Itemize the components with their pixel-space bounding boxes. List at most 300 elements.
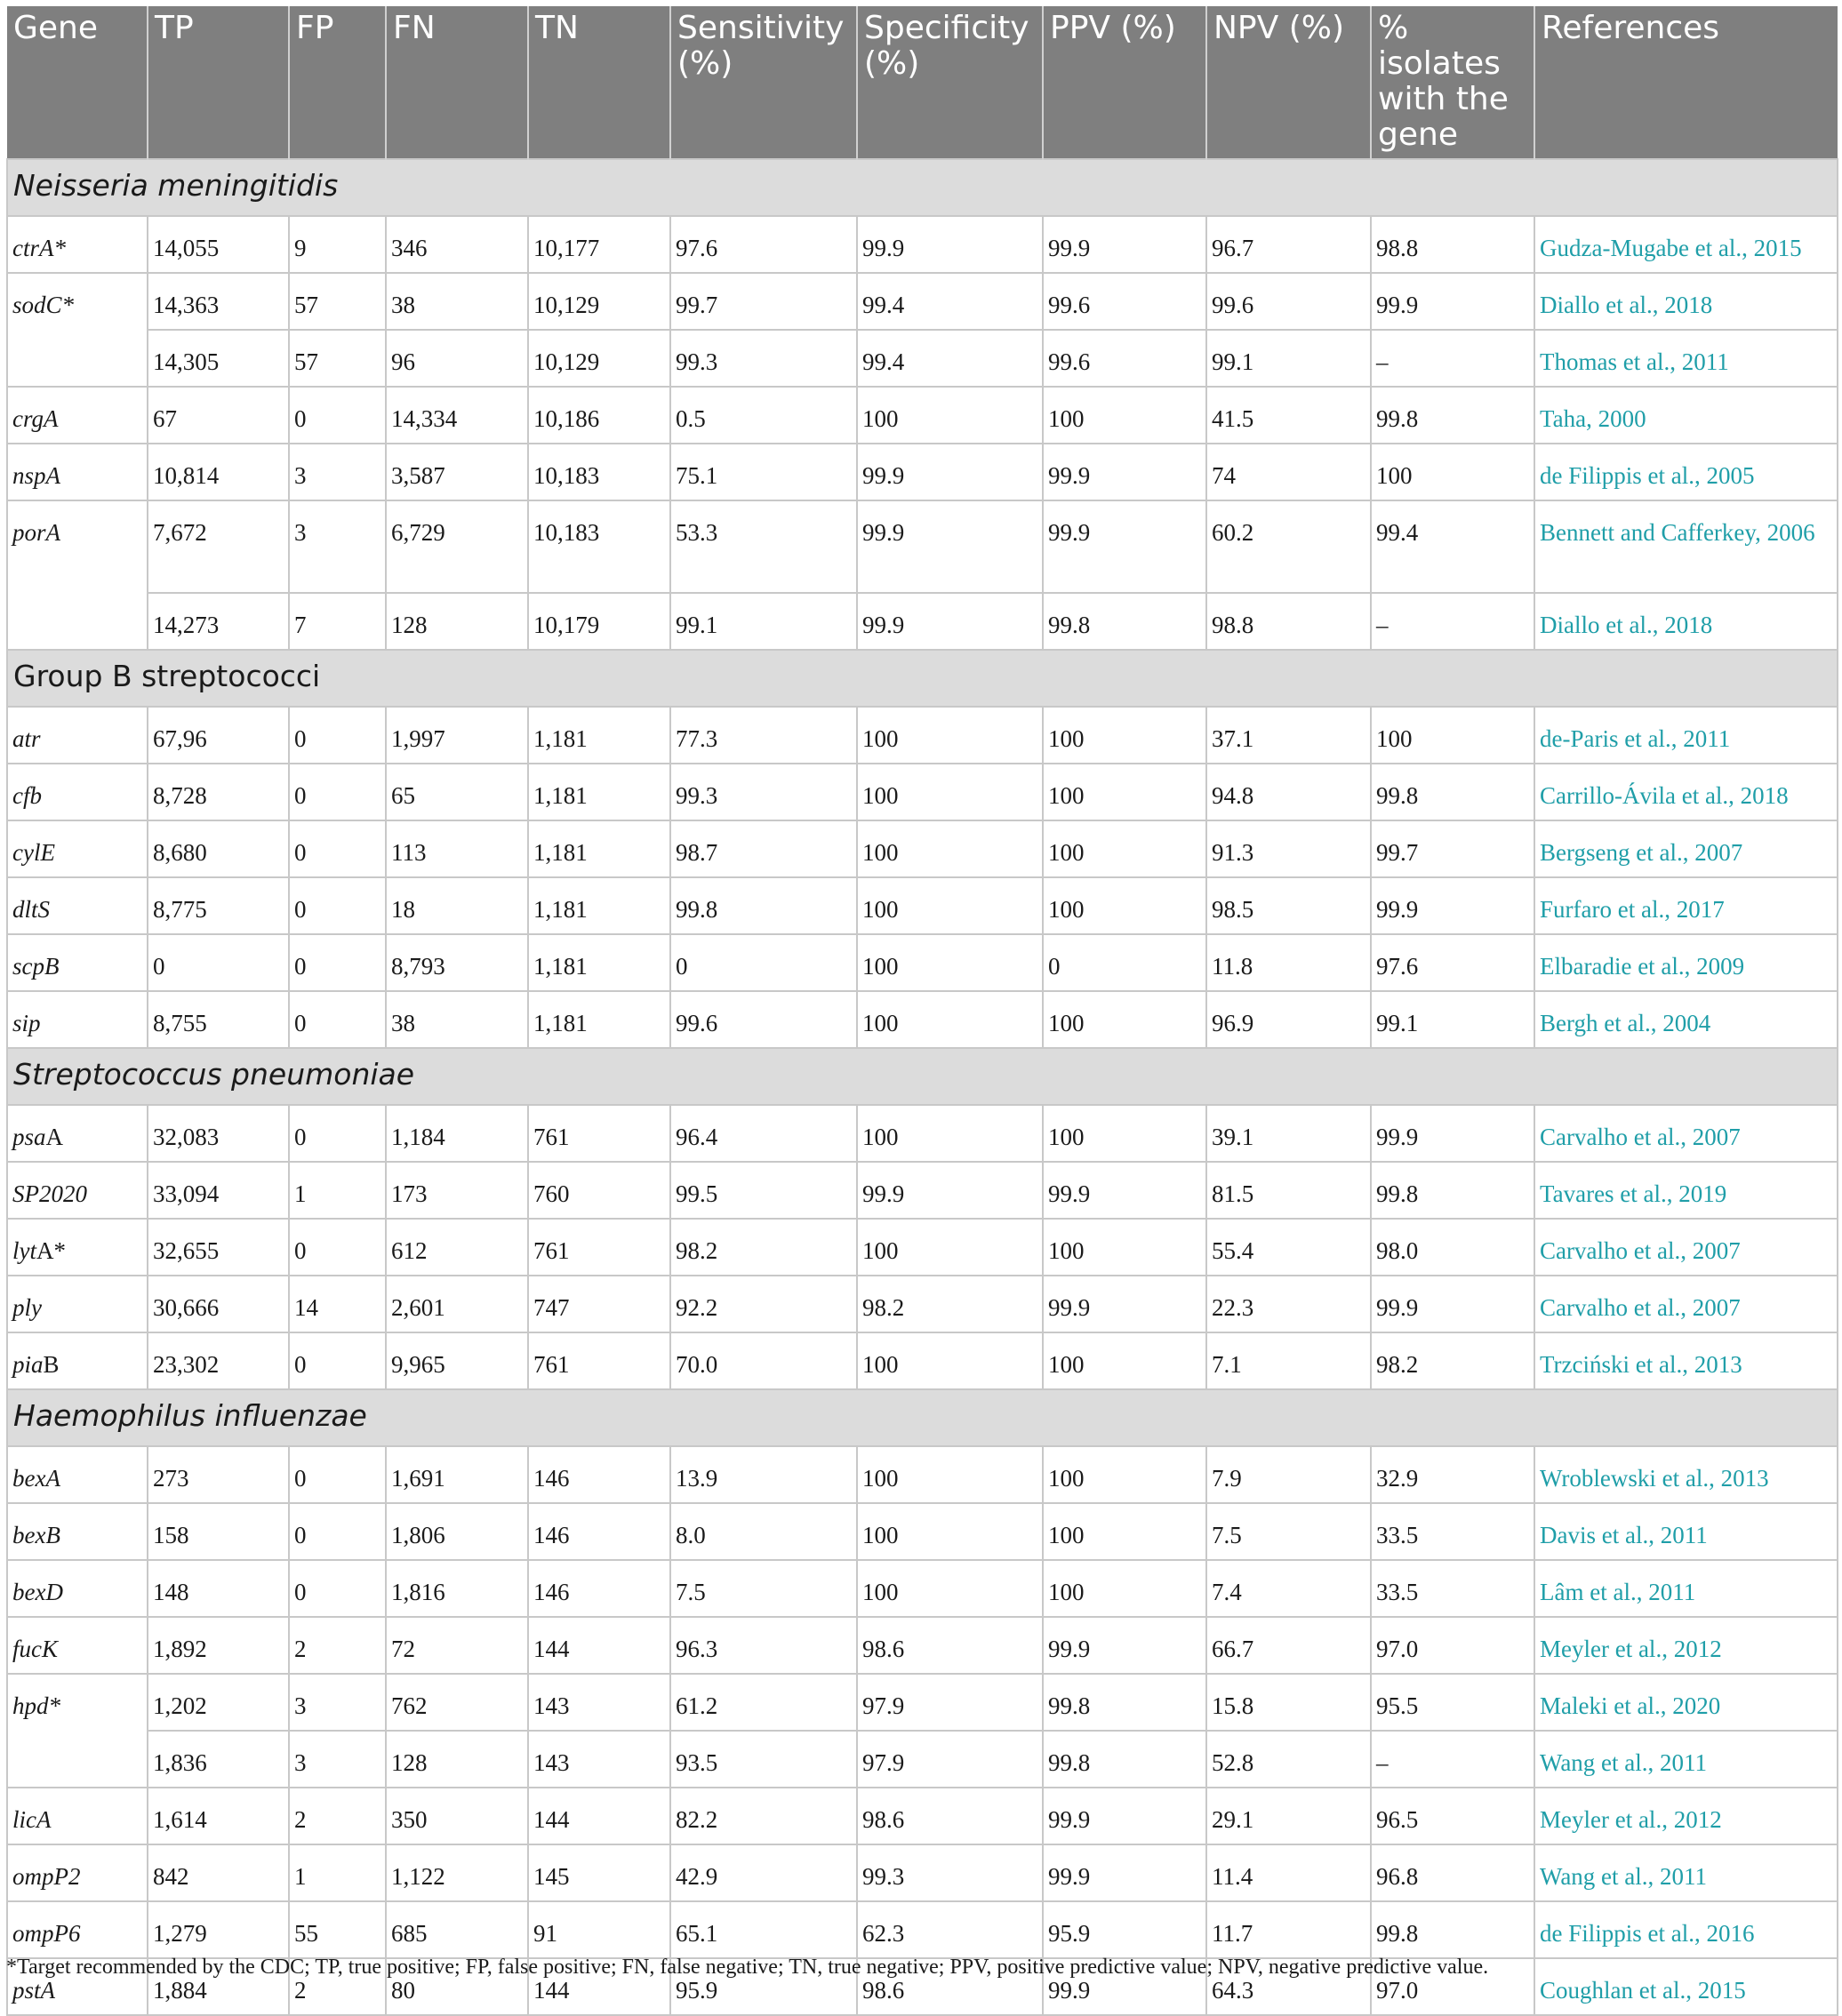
fn-cell: 6,729 — [386, 500, 528, 593]
fn-cell: 38 — [386, 273, 528, 330]
npv-cell: 15.8 — [1206, 1674, 1371, 1731]
spec-cell: 99.9 — [857, 593, 1043, 650]
tn-cell: 146 — [528, 1560, 670, 1617]
gene-name: cfb — [12, 782, 42, 809]
reference-link[interactable]: Lâm et al., 2011 — [1534, 1560, 1838, 1617]
col-header-isolates: % isolates with the gene — [1371, 6, 1534, 159]
iso-cell: 99.8 — [1371, 387, 1534, 444]
iso-cell: 97.0 — [1371, 1617, 1534, 1674]
gene-cell — [7, 500, 148, 593]
ppv-cell: 99.9 — [1043, 1958, 1206, 2015]
spec-cell: 100 — [857, 1503, 1043, 1560]
iso-cell: – — [1371, 1731, 1534, 1788]
spec-cell: 98.6 — [857, 1958, 1043, 2015]
fn-cell: 9,965 — [386, 1332, 528, 1389]
tp-cell: 8,755 — [148, 991, 289, 1048]
table-row — [7, 1446, 1838, 1503]
gene-cell — [7, 1276, 148, 1332]
spec-cell: 99.4 — [857, 330, 1043, 387]
npv-cell: 66.7 — [1206, 1617, 1371, 1674]
table-row — [7, 764, 1838, 820]
spec-cell: 99.9 — [857, 1162, 1043, 1219]
fp-cell: 3 — [289, 1674, 386, 1731]
table-row — [7, 1276, 1838, 1332]
tp-cell: 14,363 — [148, 273, 289, 330]
npv-cell: 7.4 — [1206, 1560, 1371, 1617]
iso-cell: 99.7 — [1371, 820, 1534, 877]
table-row — [7, 1617, 1838, 1674]
col-header-sensitivity: Sensitivity (%) — [670, 6, 857, 159]
spec-cell: 98.2 — [857, 1276, 1043, 1332]
iso-cell: 98.8 — [1371, 216, 1534, 273]
reference-link[interactable]: Meyler et al., 2012 — [1534, 1788, 1838, 1844]
spec-cell: 100 — [857, 1560, 1043, 1617]
npv-cell: 7.9 — [1206, 1446, 1371, 1503]
gene-name: crgA — [12, 405, 59, 432]
spec-cell: 100 — [857, 1219, 1043, 1276]
iso-cell: 99.8 — [1371, 1901, 1534, 1958]
tp-cell: 1,202 — [148, 1674, 289, 1731]
section-title: Group B streptococci — [7, 650, 1838, 707]
spec-cell: 100 — [857, 820, 1043, 877]
iso-cell: 99.4 — [1371, 500, 1534, 593]
sens-cell: 98.7 — [670, 820, 857, 877]
iso-cell: 99.8 — [1371, 1162, 1534, 1219]
spec-cell: 100 — [857, 1105, 1043, 1162]
section-header-row — [7, 1389, 1838, 1446]
fn-cell: 128 — [386, 1731, 528, 1788]
sens-cell: 7.5 — [670, 1560, 857, 1617]
sens-cell: 99.6 — [670, 991, 857, 1048]
ppv-cell: 99.9 — [1043, 500, 1206, 593]
sens-cell: 8.0 — [670, 1503, 857, 1560]
gene-suffix: A* — [36, 1237, 66, 1264]
iso-cell: 100 — [1371, 707, 1534, 764]
tn-cell: 146 — [528, 1446, 670, 1503]
tn-cell: 144 — [528, 1617, 670, 1674]
reference-link[interactable]: Diallo et al., 2018 — [1534, 273, 1838, 330]
npv-cell: 11.4 — [1206, 1844, 1371, 1901]
tn-cell: 10,129 — [528, 273, 670, 330]
table-row — [7, 1219, 1838, 1276]
header-row — [7, 6, 1838, 159]
tp-cell: 30,666 — [148, 1276, 289, 1332]
ppv-cell: 99.6 — [1043, 273, 1206, 330]
gene-cell — [7, 1162, 148, 1219]
npv-cell: 74 — [1206, 444, 1371, 500]
spec-cell: 97.9 — [857, 1674, 1043, 1731]
gene-cell — [7, 1219, 148, 1276]
fp-cell: 3 — [289, 444, 386, 500]
sens-cell: 96.3 — [670, 1617, 857, 1674]
col-header-tp: TP — [148, 6, 289, 159]
spec-cell: 100 — [857, 707, 1043, 764]
npv-cell: 7.1 — [1206, 1332, 1371, 1389]
fn-cell: 1,816 — [386, 1560, 528, 1617]
tp-cell: 67 — [148, 387, 289, 444]
tp-cell: 158 — [148, 1503, 289, 1560]
fp-cell: 0 — [289, 1503, 386, 1560]
ppv-cell: 99.9 — [1043, 1276, 1206, 1332]
reference-link[interactable]: Carvalho et al., 2007 — [1534, 1105, 1838, 1162]
sens-cell: 70.0 — [670, 1332, 857, 1389]
table-row — [7, 1560, 1838, 1617]
fn-cell: 1,691 — [386, 1446, 528, 1503]
spec-cell: 99.9 — [857, 216, 1043, 273]
reference-link[interactable]: Wroblewski et al., 2013 — [1534, 1446, 1838, 1503]
reference-link[interactable]: Gudza-Mugabe et al., 2015 — [1534, 216, 1838, 273]
fn-cell: 128 — [386, 593, 528, 650]
reference-link[interactable]: Diallo et al., 2018 — [1534, 593, 1838, 650]
reference-link[interactable]: Meyler et al., 2012 — [1534, 1617, 1838, 1674]
ppv-cell: 99.8 — [1043, 1731, 1206, 1788]
fp-cell: 0 — [289, 1219, 386, 1276]
table-row — [7, 877, 1838, 934]
gene-name: ompP6 — [12, 1920, 81, 1947]
gene-name: fucK — [12, 1636, 58, 1662]
gene-cell — [7, 1788, 148, 1844]
tp-cell: 8,775 — [148, 877, 289, 934]
tp-cell: 1,884 — [148, 1958, 289, 2015]
col-header-fp: FP — [289, 6, 386, 159]
fn-cell: 762 — [386, 1674, 528, 1731]
reference-link[interactable]: de-Paris et al., 2011 — [1534, 707, 1838, 764]
gene-cell — [7, 444, 148, 500]
npv-cell: 91.3 — [1206, 820, 1371, 877]
gene-name: pia — [12, 1351, 44, 1378]
iso-cell: 99.8 — [1371, 764, 1534, 820]
sens-cell: 99.8 — [670, 877, 857, 934]
tp-cell: 842 — [148, 1844, 289, 1901]
sens-cell: 93.5 — [670, 1731, 857, 1788]
fp-cell: 9 — [289, 216, 386, 273]
reference-link[interactable]: Maleki et al., 2020 — [1534, 1674, 1838, 1731]
tn-cell: 1,181 — [528, 707, 670, 764]
ppv-cell: 99.9 — [1043, 1162, 1206, 1219]
gene-name: ctrA* — [12, 235, 66, 261]
sens-cell: 99.5 — [670, 1162, 857, 1219]
fp-cell: 55 — [289, 1901, 386, 1958]
spec-cell: 99.3 — [857, 1844, 1043, 1901]
gene-cell — [7, 820, 148, 877]
reference-link[interactable]: Bergh et al., 2004 — [1534, 991, 1838, 1048]
tp-cell: 14,305 — [148, 330, 289, 387]
tp-cell: 14,055 — [148, 216, 289, 273]
sens-cell: 82.2 — [670, 1788, 857, 1844]
spec-cell: 99.9 — [857, 500, 1043, 593]
ppv-cell: 100 — [1043, 707, 1206, 764]
ppv-cell: 99.9 — [1043, 1844, 1206, 1901]
reference-link[interactable]: Carvalho et al., 2007 — [1534, 1219, 1838, 1276]
tn-cell: 91 — [528, 1901, 670, 1958]
fp-cell: 0 — [289, 934, 386, 991]
col-header-ppv: PPV (%) — [1043, 6, 1206, 159]
gene-name: nspA — [12, 462, 60, 489]
gene-name: ompP2 — [12, 1863, 81, 1890]
tn-cell: 1,181 — [528, 764, 670, 820]
npv-cell: 98.8 — [1206, 593, 1371, 650]
ppv-cell: 100 — [1043, 1560, 1206, 1617]
npv-cell: 98.5 — [1206, 877, 1371, 934]
fp-cell: 0 — [289, 1332, 386, 1389]
fp-cell: 14 — [289, 1276, 386, 1332]
ppv-cell: 100 — [1043, 820, 1206, 877]
tn-cell: 1,181 — [528, 877, 670, 934]
tp-cell: 67,96 — [148, 707, 289, 764]
npv-cell: 11.7 — [1206, 1901, 1371, 1958]
fp-cell: 0 — [289, 387, 386, 444]
sens-cell: 61.2 — [670, 1674, 857, 1731]
fn-cell: 1,997 — [386, 707, 528, 764]
ppv-cell: 100 — [1043, 877, 1206, 934]
spec-cell: 100 — [857, 991, 1043, 1048]
fn-cell: 72 — [386, 1617, 528, 1674]
ppv-cell: 100 — [1043, 1332, 1206, 1389]
fn-cell: 350 — [386, 1788, 528, 1844]
npv-cell: 39.1 — [1206, 1105, 1371, 1162]
fn-cell: 1,806 — [386, 1503, 528, 1560]
tn-cell: 761 — [528, 1219, 670, 1276]
fn-cell: 80 — [386, 1958, 528, 2015]
npv-cell: 96.9 — [1206, 991, 1371, 1048]
fn-cell: 3,587 — [386, 444, 528, 500]
iso-cell: 99.9 — [1371, 877, 1534, 934]
fp-cell: 2 — [289, 1958, 386, 2015]
fp-cell: 57 — [289, 273, 386, 330]
table-row — [7, 1901, 1838, 1958]
table-row — [7, 330, 1838, 387]
reference-link[interactable]: Taha, 2000 — [1534, 387, 1838, 444]
npv-cell: 11.8 — [1206, 934, 1371, 991]
iso-cell: 100 — [1371, 444, 1534, 500]
sens-cell: 53.3 — [670, 500, 857, 593]
tn-cell: 1,181 — [528, 991, 670, 1048]
iso-cell: 33.5 — [1371, 1503, 1534, 1560]
spec-cell: 100 — [857, 934, 1043, 991]
gene-cell — [7, 1503, 148, 1560]
table-row — [7, 991, 1838, 1048]
npv-cell: 64.3 — [1206, 1958, 1371, 2015]
fn-cell: 1,122 — [386, 1844, 528, 1901]
reference-link[interactable]: Thomas et al., 2011 — [1534, 330, 1838, 387]
gene-cell — [7, 1446, 148, 1503]
npv-cell: 22.3 — [1206, 1276, 1371, 1332]
tn-cell: 143 — [528, 1731, 670, 1788]
gene-name: hpd* — [12, 1692, 60, 1719]
fp-cell: 57 — [289, 330, 386, 387]
reference-link[interactable]: Trzciński et al., 2013 — [1534, 1332, 1838, 1389]
sens-cell: 13.9 — [670, 1446, 857, 1503]
tp-cell: 32,655 — [148, 1219, 289, 1276]
npv-cell: 37.1 — [1206, 707, 1371, 764]
tp-cell: 1,279 — [148, 1901, 289, 1958]
sens-cell: 99.3 — [670, 330, 857, 387]
table-row — [7, 1788, 1838, 1844]
tn-cell: 144 — [528, 1958, 670, 2015]
table-row — [7, 444, 1838, 500]
tn-cell: 144 — [528, 1788, 670, 1844]
reference-link[interactable]: de Filippis et al., 2005 — [1534, 444, 1838, 500]
tp-cell: 7,672 — [148, 500, 289, 593]
tp-cell: 148 — [148, 1560, 289, 1617]
section-header-row — [7, 159, 1838, 216]
col-header-gene: Gene — [7, 6, 148, 159]
reference-link[interactable]: Carrillo-Ávila et al., 2018 — [1534, 764, 1838, 820]
tp-cell: 0 — [148, 934, 289, 991]
reference-link[interactable]: Carvalho et al., 2007 — [1534, 1276, 1838, 1332]
table-row — [7, 1162, 1838, 1219]
fp-cell: 2 — [289, 1617, 386, 1674]
ppv-cell: 100 — [1043, 991, 1206, 1048]
fn-cell: 113 — [386, 820, 528, 877]
npv-cell: 7.5 — [1206, 1503, 1371, 1560]
table-row — [7, 1674, 1838, 1731]
gene-name: pstA — [12, 1977, 56, 2004]
tn-cell: 145 — [528, 1844, 670, 1901]
spec-cell: 62.3 — [857, 1901, 1043, 1958]
col-header-fn: FN — [386, 6, 528, 159]
gene-cell — [7, 330, 148, 387]
reference-link[interactable]: Bennett and Cafferkey, 2006 — [1534, 500, 1838, 593]
fp-cell: 0 — [289, 820, 386, 877]
fn-cell: 14,334 — [386, 387, 528, 444]
reference-link[interactable]: Elbaradie et al., 2009 — [1534, 934, 1838, 991]
ppv-cell: 95.9 — [1043, 1901, 1206, 1958]
gene-suffix: A — [45, 1124, 64, 1150]
npv-cell: 41.5 — [1206, 387, 1371, 444]
sens-cell: 99.1 — [670, 593, 857, 650]
fn-cell: 8,793 — [386, 934, 528, 991]
fp-cell: 0 — [289, 1560, 386, 1617]
iso-cell: – — [1371, 330, 1534, 387]
reference-link[interactable]: Wang et al., 2011 — [1534, 1844, 1838, 1901]
ppv-cell: 100 — [1043, 1105, 1206, 1162]
sens-cell: 99.3 — [670, 764, 857, 820]
iso-cell: 99.9 — [1371, 1105, 1534, 1162]
ppv-cell: 100 — [1043, 1219, 1206, 1276]
reference-link[interactable]: Wang et al., 2011 — [1534, 1731, 1838, 1788]
fp-cell: 3 — [289, 1731, 386, 1788]
gene-cell — [7, 593, 148, 650]
spec-cell: 100 — [857, 1446, 1043, 1503]
fn-cell: 38 — [386, 991, 528, 1048]
iso-cell: 98.2 — [1371, 1332, 1534, 1389]
gene-name: SP2020 — [12, 1180, 87, 1207]
tp-cell: 1,614 — [148, 1788, 289, 1844]
sens-cell: 42.9 — [670, 1844, 857, 1901]
spec-cell: 100 — [857, 764, 1043, 820]
gene-name: ply — [12, 1294, 42, 1321]
spec-cell: 100 — [857, 387, 1043, 444]
npv-cell: 60.2 — [1206, 500, 1371, 593]
fp-cell: 2 — [289, 1788, 386, 1844]
ppv-cell: 100 — [1043, 1503, 1206, 1560]
sens-cell: 98.2 — [670, 1219, 857, 1276]
fn-cell: 2,601 — [386, 1276, 528, 1332]
iso-cell: 99.9 — [1371, 1276, 1534, 1332]
spec-cell: 99.4 — [857, 273, 1043, 330]
gene-cell — [7, 1731, 148, 1788]
spec-cell: 98.6 — [857, 1788, 1043, 1844]
gene-cell — [7, 764, 148, 820]
spec-cell: 97.9 — [857, 1731, 1043, 1788]
gene-cell — [7, 707, 148, 764]
gene-target-table — [6, 6, 1838, 2016]
npv-cell: 52.8 — [1206, 1731, 1371, 1788]
reference-link[interactable]: Tavares et al., 2019 — [1534, 1162, 1838, 1219]
gene-name: atr — [12, 725, 41, 752]
reference-link[interactable]: Furfaro et al., 2017 — [1534, 877, 1838, 934]
col-header-specificity: Specificity (%) — [857, 6, 1043, 159]
table-row — [7, 593, 1838, 650]
fn-cell: 1,184 — [386, 1105, 528, 1162]
gene-name: bexB — [12, 1522, 60, 1548]
sens-cell: 0.5 — [670, 387, 857, 444]
section-header-row — [7, 650, 1838, 707]
fp-cell: 7 — [289, 593, 386, 650]
table-row — [7, 1844, 1838, 1901]
gene-name: dltS — [12, 896, 51, 923]
gene-cell — [7, 1901, 148, 1958]
sens-cell: 77.3 — [670, 707, 857, 764]
npv-cell: 55.4 — [1206, 1219, 1371, 1276]
fp-cell: 0 — [289, 1446, 386, 1503]
gene-cell — [7, 1617, 148, 1674]
tn-cell: 143 — [528, 1674, 670, 1731]
ppv-cell: 99.9 — [1043, 216, 1206, 273]
gene-name: scpB — [12, 953, 60, 980]
fp-cell: 0 — [289, 991, 386, 1048]
gene-cell — [7, 1560, 148, 1617]
tn-cell: 761 — [528, 1332, 670, 1389]
spec-cell: 98.6 — [857, 1617, 1043, 1674]
fp-cell: 0 — [289, 707, 386, 764]
iso-cell: 96.5 — [1371, 1788, 1534, 1844]
gene-cell — [7, 1332, 148, 1389]
gene-suffix: B — [43, 1351, 60, 1378]
tn-cell: 10,177 — [528, 216, 670, 273]
table-row — [7, 934, 1838, 991]
gene-name: licA — [12, 1806, 52, 1833]
table-row — [7, 1105, 1838, 1162]
tn-cell: 761 — [528, 1105, 670, 1162]
table-row — [7, 387, 1838, 444]
spec-cell: 100 — [857, 1332, 1043, 1389]
reference-link[interactable]: Coughlan et al., 2015 — [1534, 1958, 1838, 2015]
iso-cell: 99.1 — [1371, 991, 1534, 1048]
section-title: Haemophilus influenzae — [7, 1389, 1838, 1446]
fp-cell: 0 — [289, 764, 386, 820]
fn-cell: 346 — [386, 216, 528, 273]
gene-cell — [7, 1844, 148, 1901]
reference-link[interactable]: Bergseng et al., 2007 — [1534, 820, 1838, 877]
sens-cell: 75.1 — [670, 444, 857, 500]
fp-cell: 0 — [289, 1105, 386, 1162]
iso-cell: 96.8 — [1371, 1844, 1534, 1901]
reference-link[interactable]: de Filippis et al., 2016 — [1534, 1901, 1838, 1958]
tn-cell: 10,186 — [528, 387, 670, 444]
col-header-npv: NPV (%) — [1206, 6, 1371, 159]
sens-cell: 0 — [670, 934, 857, 991]
ppv-cell: 0 — [1043, 934, 1206, 991]
npv-cell: 96.7 — [1206, 216, 1371, 273]
tp-cell: 10,814 — [148, 444, 289, 500]
fn-cell: 173 — [386, 1162, 528, 1219]
table-footnote: *Target recommended by the CDC; TP, true positive; FP, false positive; FN, false negative; TN, true negative; PPV, positive predictive value; NPV, negative predictive value. — [6, 1956, 1489, 1979]
tp-cell: 32,083 — [148, 1105, 289, 1162]
ppv-cell: 99.8 — [1043, 1674, 1206, 1731]
reference-link[interactable]: Davis et al., 2011 — [1534, 1503, 1838, 1560]
